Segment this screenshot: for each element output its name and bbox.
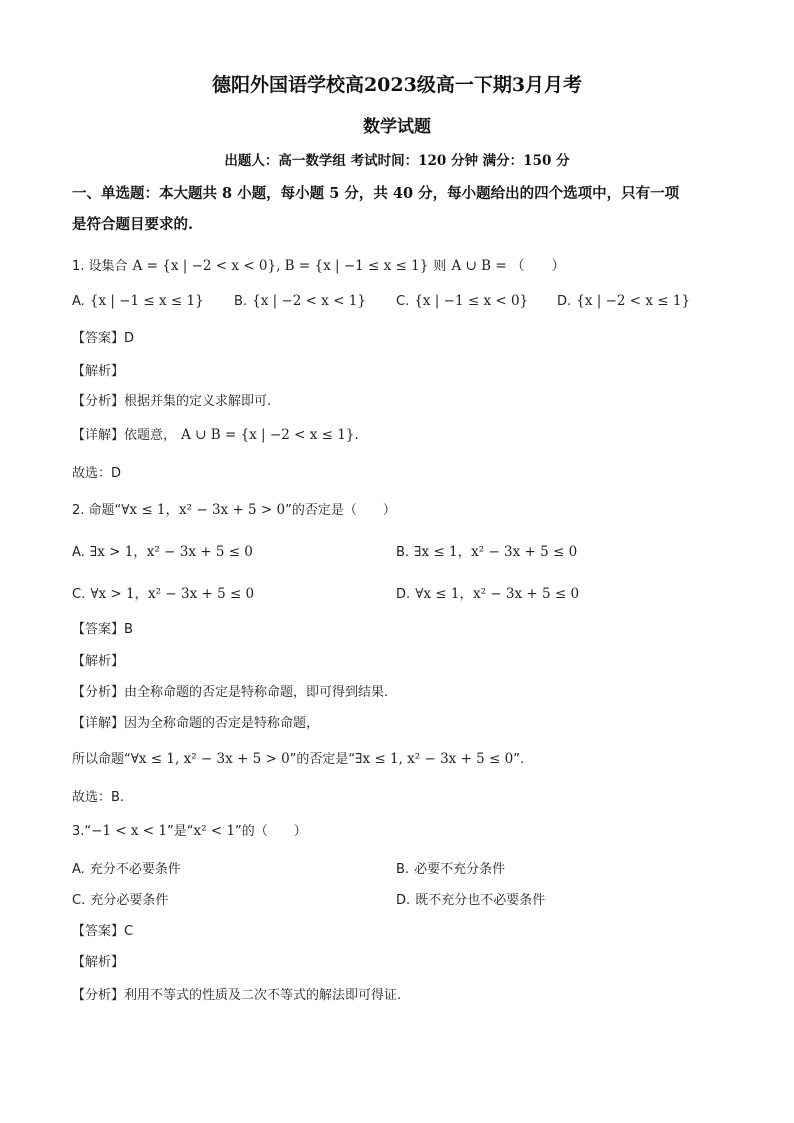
option-letter: C.: [396, 294, 410, 309]
q2-fenxi: 【分析】由全称命题的否定是特称命题，即可得到结果.: [72, 685, 389, 700]
q2-so-expr2: ∃x ≤ 1, x² − 3x + 5 ≤ 0: [355, 751, 514, 767]
q3-stem-expr1: −1 < x < 1: [91, 823, 168, 839]
q2-so-mid: ”的否定是“: [289, 752, 356, 767]
q1-answer: 【答案】D: [72, 331, 135, 346]
q3-option-b: [396, 858, 505, 877]
option-text: {x | −1 ≤ x ≤ 1}: [89, 293, 204, 309]
q1-choose: 故选：D: [72, 466, 122, 481]
q3-fenxi: 【分析】利用不等式的性质及二次不等式的解法即可得证.: [72, 988, 402, 1003]
q3-option-c: [72, 889, 168, 908]
q3-analysis-label: 【解析】: [72, 955, 125, 970]
q2-choose: 故选：B.: [72, 790, 125, 805]
q1-fenxi: 【分析】根据并集的定义求解即可.: [72, 394, 272, 409]
q3-option-a: [72, 858, 181, 877]
section-heading-line2: 是符合题目要求的.: [72, 216, 194, 233]
option-letter: C.: [72, 893, 86, 908]
q2-stem: [72, 498, 396, 518]
q2-answer: 【答案】B: [72, 622, 133, 637]
q2-stem-expr: ∀x ≤ 1，x² − 3x + 5 > 0: [121, 502, 286, 518]
option-text: 既不充分也不必要条件: [415, 893, 546, 908]
option-letter: B.: [396, 545, 410, 560]
q1-stem: [72, 254, 565, 274]
q3-stem-c: ”的（ ）: [235, 824, 307, 839]
q2-suffix: ”的否定是（ ）: [285, 503, 396, 518]
option-text: 充分必要条件: [90, 893, 169, 908]
option-text: 充分不必要条件: [89, 862, 181, 877]
q1-xiangjie-expr: A ∪ B = {x | −2 < x ≤ 1}.: [181, 427, 359, 443]
option-text: {x | −2 < x < 1}: [252, 293, 366, 309]
option-text: {x | −2 < x ≤ 1}: [576, 293, 691, 309]
q1-option-c: [396, 290, 528, 309]
option-text: ∀x > 1，x² − 3x + 5 ≤ 0: [90, 586, 255, 602]
q1-option-a: [72, 290, 204, 309]
q2-option-d: [396, 582, 579, 602]
q1-option-b: [234, 290, 366, 309]
option-text: 必要不充分条件: [414, 862, 506, 877]
q3-stem-b: ”是“: [167, 824, 194, 839]
q1-analysis-label: 【解析】: [72, 364, 125, 379]
q3-answer: 【答案】C: [72, 924, 134, 939]
exam-meta: 出题人：高一数学组 考试时间：120 分钟 满分：150 分: [224, 153, 570, 169]
q2-so-suffix: ”.: [513, 752, 525, 767]
q3-option-d: [396, 889, 545, 908]
q1-option-d: [557, 290, 690, 309]
q2-xiangjie: 【详解】因为全称命题的否定是特称命题，: [72, 716, 320, 731]
q1-xiangjie-label: 【详解】依题意，: [72, 428, 177, 443]
q1-then: 则: [433, 259, 447, 274]
option-letter: C.: [72, 587, 86, 602]
exam-subtitle: 数学试题: [363, 117, 431, 137]
section-heading-line1: 一、单选题：本大题共 8 小题，每小题 5 分，共 40 分，每小题给出的四个选项中，只有一项: [72, 185, 680, 202]
option-letter: D.: [557, 294, 572, 309]
q2-prefix: 2. 命题“: [72, 503, 122, 518]
option-text: ∃x ≤ 1，x² − 3x + 5 ≤ 0: [414, 544, 578, 560]
option-letter: A.: [72, 545, 85, 560]
q3-stem-expr2: x² < 1: [193, 823, 236, 839]
q3-stem-a: 3.“: [72, 824, 92, 839]
q1-union-expr: A ∪ B = （ ）: [451, 258, 565, 274]
q2-so-line: [72, 748, 524, 767]
option-letter: B.: [234, 294, 248, 309]
q2-analysis-label: 【解析】: [72, 654, 125, 669]
option-text: ∀x ≤ 1，x² − 3x + 5 ≤ 0: [415, 586, 580, 602]
exam-title: 德阳外国语学校高2023级高一下期3月月考: [211, 74, 583, 96]
option-letter: D.: [396, 587, 411, 602]
q1-xiangjie: [72, 424, 359, 443]
q1-prefix: 1. 设集合: [72, 259, 128, 274]
q2-so-expr1: ∀x ≤ 1, x² − 3x + 5 > 0: [130, 751, 290, 767]
option-letter: B.: [396, 862, 410, 877]
option-text: {x | −1 ≤ x < 0}: [414, 293, 529, 309]
q1-set-expr: A = {x | −2 < x < 0}, B = {x | −1 ≤ x ≤ 1}: [132, 258, 429, 274]
option-letter: A.: [72, 862, 85, 877]
option-letter: D.: [396, 893, 411, 908]
q2-so-prefix: 所以命题“: [72, 752, 131, 767]
q2-option-a: [72, 540, 253, 560]
option-letter: A.: [72, 294, 85, 309]
q3-stem: [72, 820, 307, 839]
q2-option-b: [396, 540, 577, 560]
q2-option-c: [72, 582, 254, 602]
option-text: ∃x > 1，x² − 3x + 5 ≤ 0: [89, 544, 253, 560]
